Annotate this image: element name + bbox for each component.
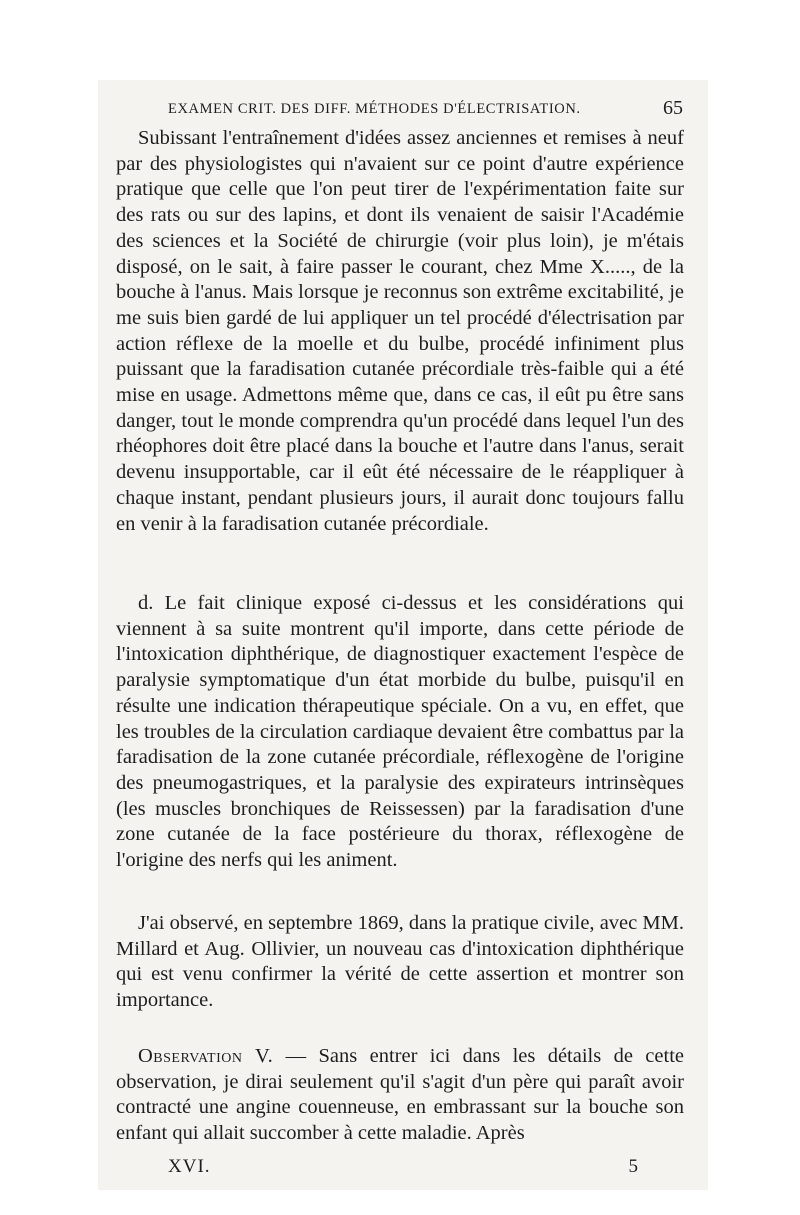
observation-text: — Sans entrer ici dans les détails de cette observation, je dirai seulement qu'il s'agit d'un père qui paraît avoir contracté une angine couenneuse, en embrassant sur la bouche son enfant qui allait succomber à cette maladie. Après bbox=[116, 1045, 684, 1145]
paragraph-observed-case: J'ai observé, en septembre 1869, dans la pratique civile, avec MM. Millard et Aug. Ollivier, un nouveau cas d'intoxication diphthérique qui est venu confirmer la vérité de cette assertion et montrer son importance. bbox=[116, 912, 684, 1012]
sheet-number: 5 bbox=[628, 1156, 638, 1177]
page-number: 65 bbox=[663, 97, 683, 119]
paragraph-electrisation: Subissant l'entraînement d'idées assez anciennes et remises à neuf par des physiologistes qui n'avaient sur ce point d'autre expérience pratique que celle que l'on peut tirer de l'expérimentation faite sur des rats ou sur des lapins, et dont ils venaient de saisir l'Académie des sciences et la Société de chirurgie (voir plus loin), je m'étais disposé, on le sait, à faire passer le courant, chez Mme X....., de la bouche à l'anus. Mais lorsque je reconnus son extrême excitabilité, je me suis bien gardé de lui appliquer un tel procédé d'électrisation par action réflexe de la moelle et du bulbe, procédé infiniment plus puissant que la faradisation cutanée précordiale très-faible qui a été mise en usage. Admettons même que, dans ce cas, il eût pu être sans danger, tout le monde comprendra qu'un procédé dans lequel l'un des rhéophores doit être placé dans la bouche et l'autre dans l'anus, serait devenu insupportable, car il eût été nécessaire de le réappliquer à chaque instant, pendant plusieurs jours, il aurait donc toujours fallu en venir à la faradisation cutanée précordiale. bbox=[116, 127, 684, 535]
observation-label: Observation V. bbox=[138, 1045, 274, 1067]
text-block-3 bbox=[116, 911, 684, 1014]
footer bbox=[168, 1156, 638, 1184]
text-block-4 bbox=[116, 1044, 684, 1147]
running-header bbox=[168, 97, 683, 123]
signature-mark: XVI. bbox=[168, 1156, 211, 1177]
text-block-1 bbox=[116, 126, 684, 537]
paragraph-observation bbox=[116, 1044, 684, 1147]
running-title: EXAMEN CRIT. DES DIFF. MÉTHODES D'ÉLECTRISATION. bbox=[168, 101, 581, 117]
text-block-2 bbox=[116, 591, 684, 874]
paragraph-clinical-fact: d. Le fait clinique exposé ci-dessus et les considérations qui viennent à sa suite montrent qu'il importe, dans cette période de l'intoxication diphthérique, de diagnostiquer exactement l'espèce de paralysie symptomatique d'un état morbide du bulbe, puisqu'il en résulte une indication thérapeutique spéciale. On a vu, en effet, que les troubles de la circulation cardiaque devaient être combattus par la faradisation de la zone cutanée précordiale, réflexogène de l'origine des pneumogastriques, et la paralysie des expirateurs intrinsèques (les muscles bronchiques de Reissessen) par la faradisation d'une zone cutanée de la face postérieure du thorax, réflexogène de l'origine des nerfs qui les animent. bbox=[116, 592, 684, 872]
